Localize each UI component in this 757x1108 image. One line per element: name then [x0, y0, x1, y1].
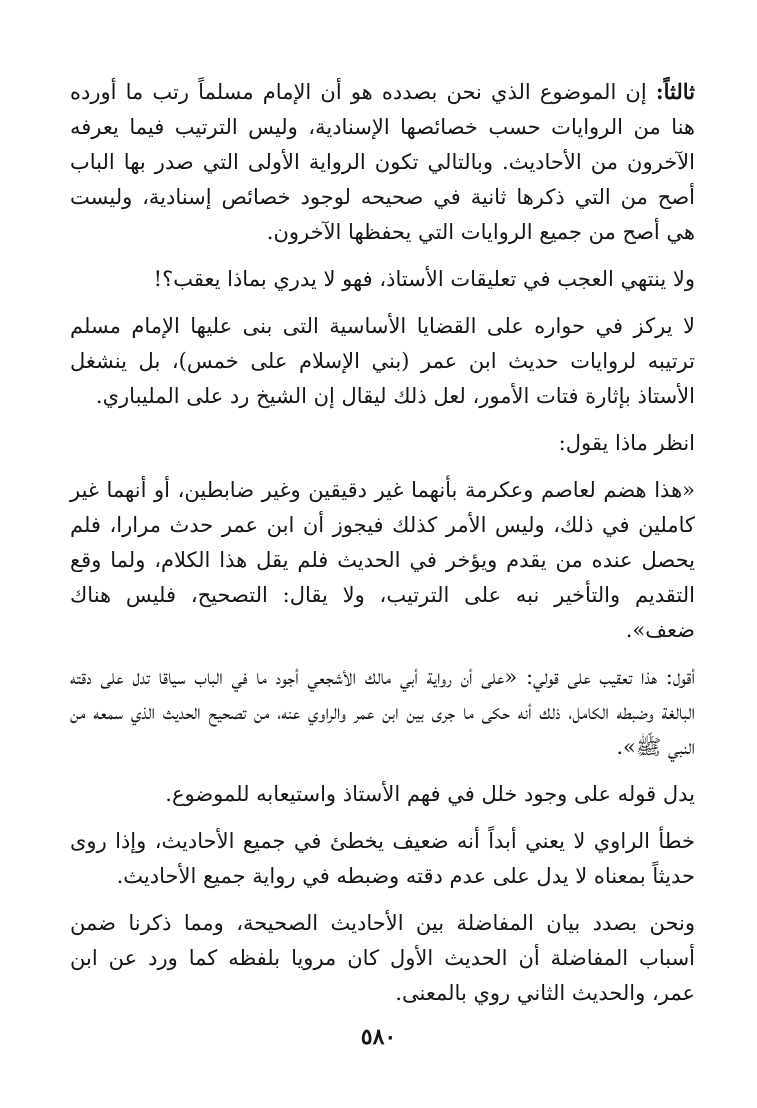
paragraph-look: انظر ماذا يقول:: [558, 431, 695, 455]
paragraph-comparison: ونحن بصدد بيان المفاضلة بين الأحاديث الصحيحة، ومما ذكرنا ضمن أسباب المفاضلة أن الحديث الأول كان مرويا بلفظه كما ورد عن ابن عمر، والحديث الثاني روي بالمعنى.: [70, 911, 695, 1005]
paragraph-quote: «هذا هضم لعاصم وعكرمة بأنهما غير دقيقين وغير ضابطين، أو أنهما غير كاملين في ذلك، وليس الأمر كذلك فيجوز أن ابن عمر حدث مرارا، فلم يحصل عنده من يقدم ويؤخر في الحديث فلم يقل هذا الكلام، ولما وقع التقديم والتأخير نبه على الترتيب، ولا يقال: التصحيح، فليس هناك ضعف».: [70, 478, 695, 642]
paragraph-text: إن الموضوع الذي نحن بصدده هو أن الإمام مسلماً رتب ما أورده هنا من الروايات حسب خصائصها الإسنادية، وليس الترتيب فيما يعرفه الآخرون من الأحاديث. وبالتالي تكون الرواية الأولى التي صدر بها الباب أصح من التي ذكرها ثانية في صحيحه لوجود خصائص إسنادية، وليست هي أصح من جميع الروايات التي يحفظها الآخرون.: [70, 80, 695, 244]
paragraph-lead-thirdly: ثالثاً:: [655, 79, 695, 104]
paragraph-focus: لا يركز في حواره على القضايا الأساسية التى بنى عليها الإمام مسلم ترتيبه لروايات حديث ابن عمر (بني الإسلام على خمس)، بل ينشغل الأستاذ بإثارة فتات الأمور، لعل ذلك ليقال إن الشيخ رد على المليباري.: [70, 314, 695, 408]
paragraph-narrator-error: خطأ الراوي لا يعني أبداً أنه ضعيف يخطئ في جميع الأحاديث، وإذا روى حديثاً بمعناه لا يدل على عدم دقته وضبطه في رواية جميع الأحاديث.: [70, 829, 695, 888]
page-number: ٥٨٠: [360, 1024, 397, 1050]
paragraph-thirdly: [70, 74, 695, 250]
paragraph-indicates: يدل قوله على وجود خلل في فهم الأستاذ واستيعابه للموضوع.: [165, 782, 695, 806]
paragraph-wonder: ولا ينتهي العجب في تعليقات الأستاذ، فهو لا يدري بماذا يعقب؟!: [153, 267, 695, 291]
paragraph-i-say: أقول: هذا تعقيب على قولي: «على أن رواية أبي مالك الأشجعي أجود ما في الباب سياقا تدل على دقته البالغة وضبطه الكامل، ذلك أنه حكى ما جرى بين ابن عمر والراوي عنه، من تصحيح الحديث الذي سمعه من النبي ﷺ».: [70, 665, 695, 759]
